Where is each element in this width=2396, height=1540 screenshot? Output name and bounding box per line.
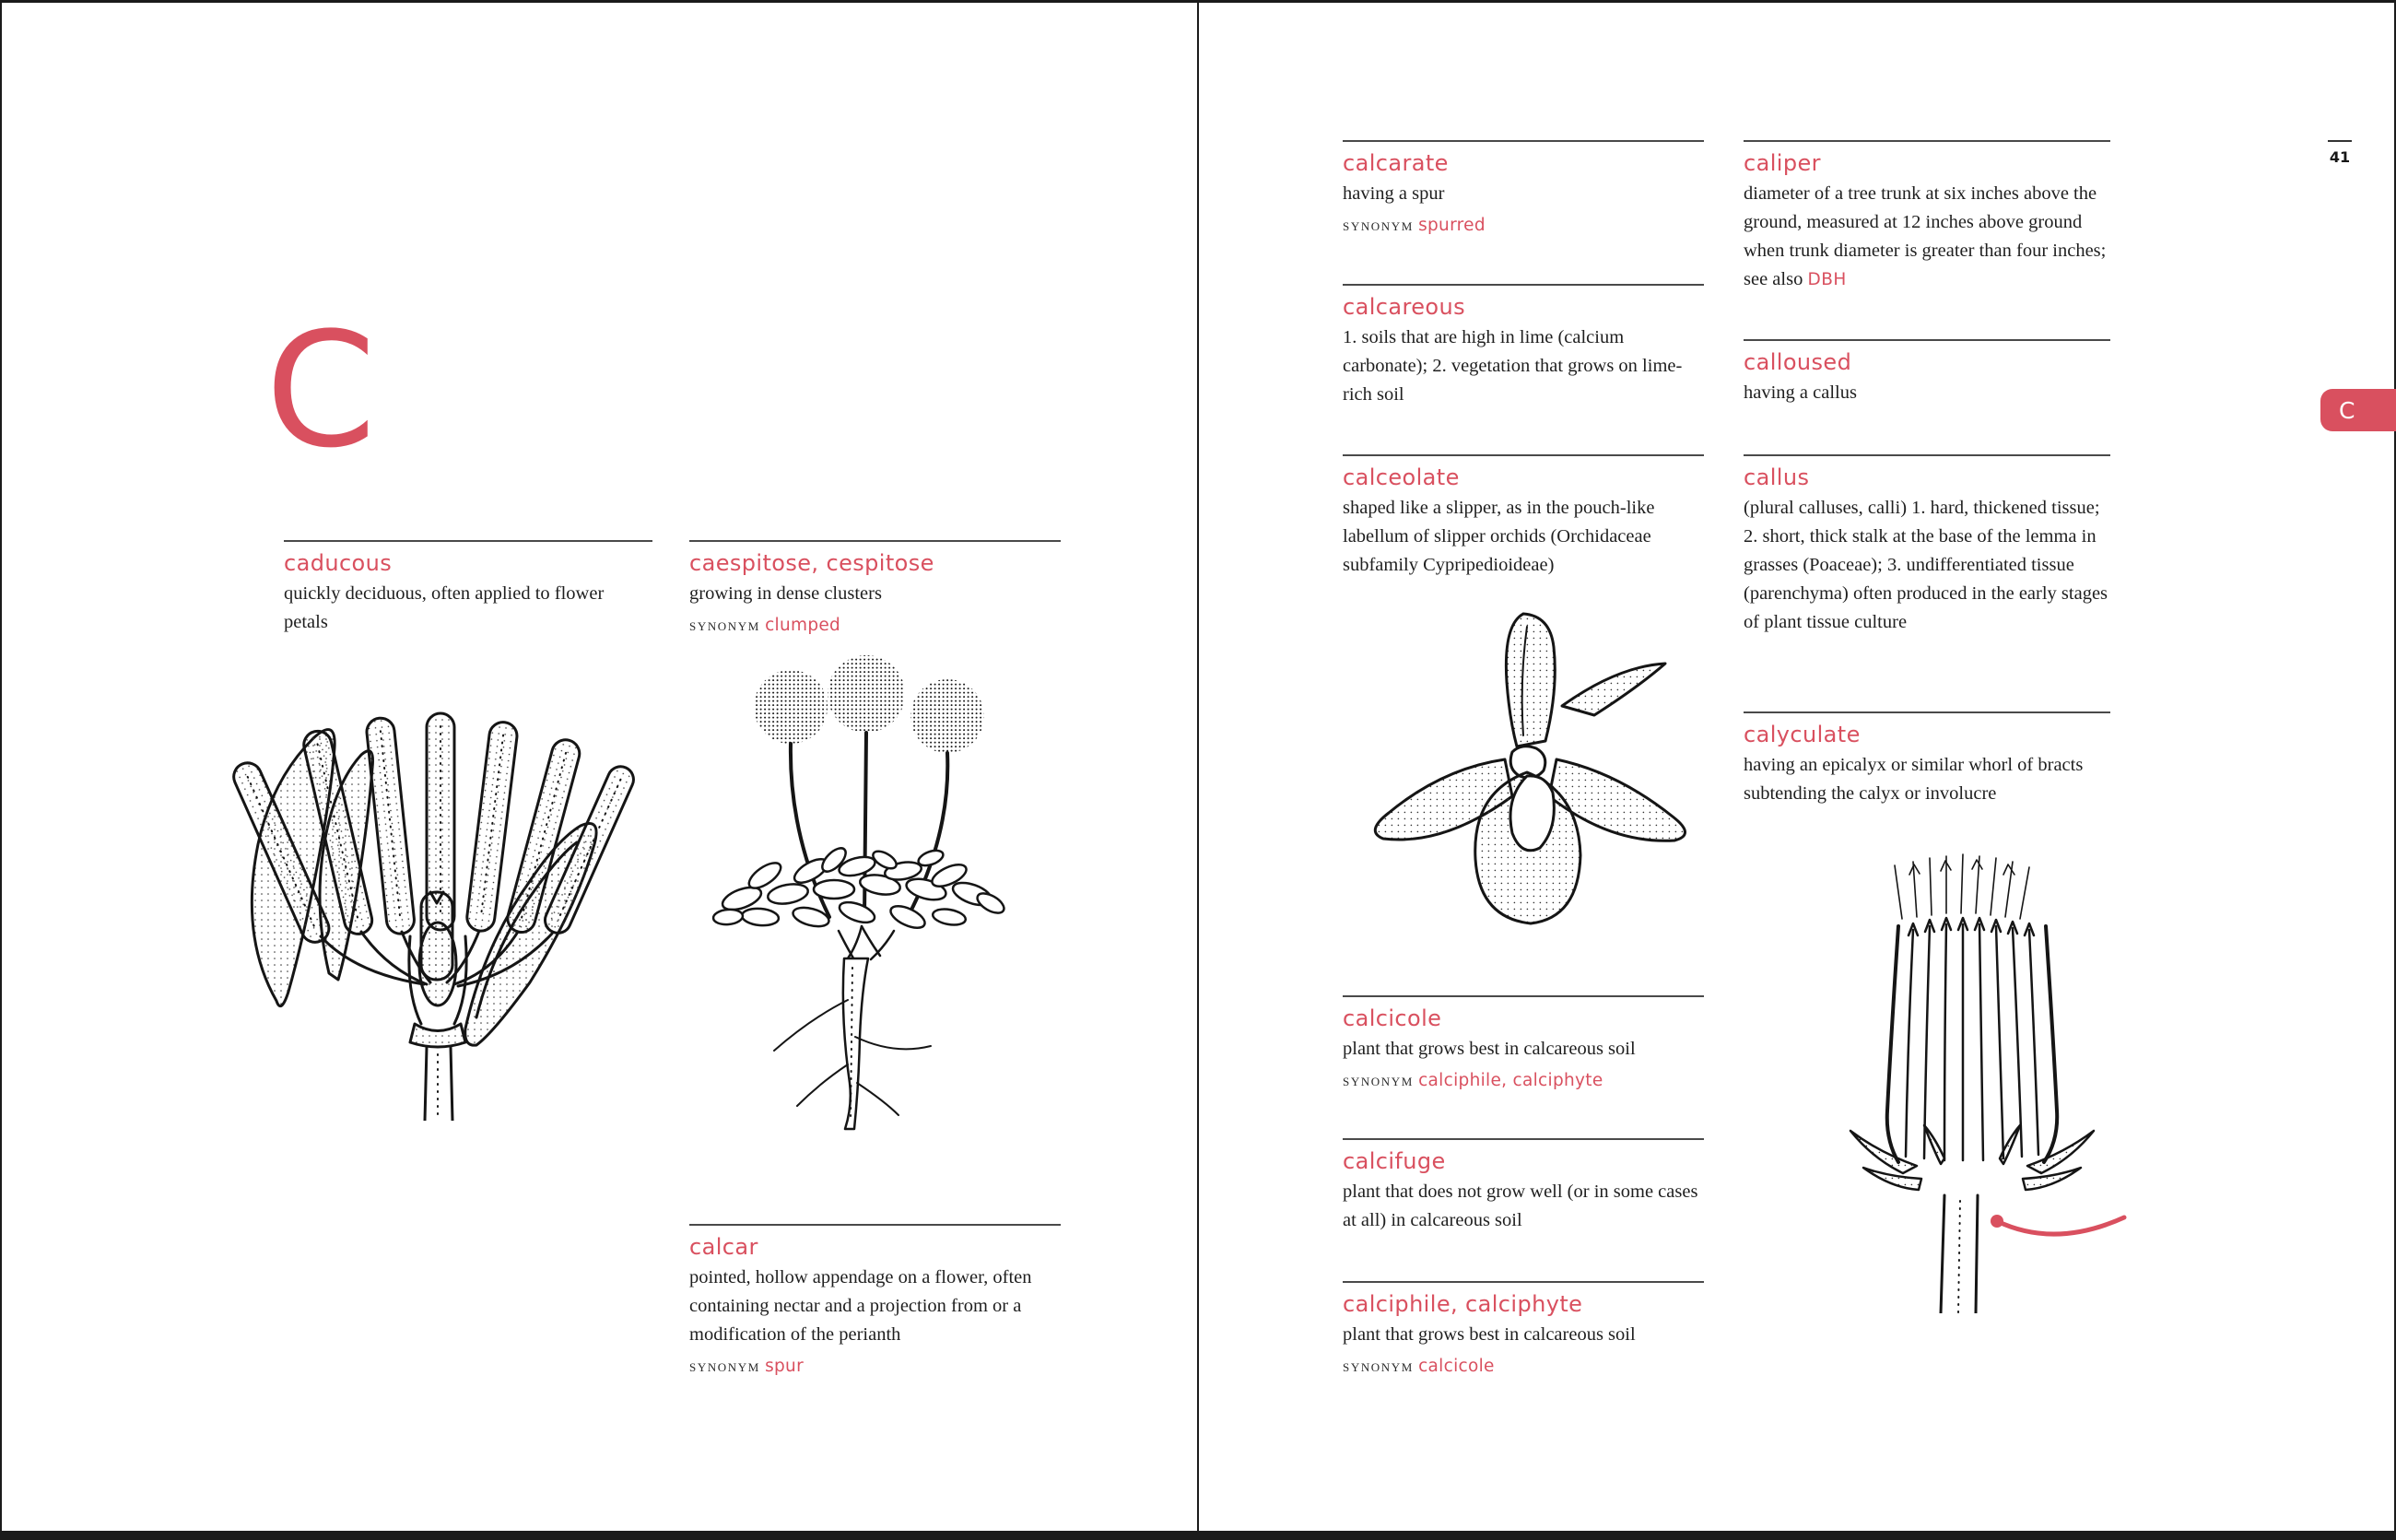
entry-rule — [1744, 339, 2110, 341]
entry-rule — [1744, 140, 2110, 142]
entry-calcifuge — [1343, 1138, 1704, 1235]
entry-term: calcifuge — [1343, 1148, 1446, 1174]
caespitose-illustration — [710, 650, 1014, 1138]
see-also-link: DBH — [1807, 270, 1847, 289]
entry-definition: having a callus — [1744, 382, 1857, 403]
entry-rule — [689, 540, 1061, 542]
entry-rule — [1343, 1138, 1704, 1140]
red-pointer — [1991, 1215, 2124, 1234]
entry-calciphile — [1343, 1281, 1704, 1381]
synonym-line — [1343, 1352, 1704, 1381]
entry-rule — [1343, 140, 1704, 142]
entry-calcarate — [1343, 140, 1704, 240]
synonym-value: spurred — [1418, 216, 1486, 235]
entry-term: calcar — [689, 1234, 758, 1260]
entry-rule — [1343, 1281, 1704, 1283]
entry-calcicole — [1343, 995, 1704, 1095]
entry-definition: 1. soils that are high in lime (calcium carbonate); 2. vegetation that grows on lime-rich soil — [1343, 327, 1683, 405]
entry-term: calyculate — [1744, 722, 1861, 747]
caducous-illustration — [189, 660, 650, 1121]
section-drop-cap: C — [265, 298, 377, 483]
synonym-line — [1343, 1066, 1704, 1095]
calyculate-illustration — [1806, 834, 2138, 1313]
entry-term: calceolate — [1343, 464, 1460, 490]
entry-calcareous — [1343, 284, 1704, 409]
entry-term: calciphile, calciphyte — [1343, 1291, 1583, 1317]
section-tab — [2320, 389, 2396, 431]
synonym-label: synonym — [1343, 1357, 1414, 1376]
synonym-label: synonym — [1343, 1071, 1414, 1090]
entry-definition: plant that does not grow well (or in some cases at all) in calcareous soil — [1343, 1181, 1698, 1230]
entry-definition: (plural calluses, calli) 1. hard, thickened tissue; 2. short, thick stalk at the base of the lemma in grasses (Poaceae); 3. undifferentiated tissue (parenchyma) often produced in the early stages of plant tissue culture — [1744, 498, 2108, 632]
synonym-value: spur — [765, 1357, 804, 1376]
entry-definition: plant that grows best in calcareous soil — [1343, 1039, 1636, 1059]
entry-rule — [1744, 711, 2110, 713]
entry-definition: quickly deciduous, often applied to flower petals — [284, 583, 605, 632]
synonym-label: synonym — [689, 616, 760, 635]
entry-rule — [689, 1224, 1061, 1226]
entry-rule — [284, 540, 652, 542]
page-number: 41 — [2329, 148, 2351, 166]
entry-calceolate — [1343, 454, 1704, 580]
entry-term: caducous — [284, 550, 393, 576]
section-tab-letter: C — [2339, 396, 2355, 424]
synonym-value: calciphile, calciphyte — [1418, 1071, 1603, 1090]
entry-calyculate — [1744, 711, 2110, 808]
synonym-line — [689, 611, 1061, 640]
entry-definition: shaped like a slipper, as in the pouch-like labellum of slipper orchids (Orchidaceae subfamily Cypripedioideae) — [1343, 498, 1655, 575]
synonym-label: synonym — [1343, 216, 1414, 235]
entry-definition: pointed, hollow appendage on a flower, often containing nectar and a projection from or a modification of the perianth — [689, 1267, 1032, 1345]
entry-definition — [1744, 180, 2110, 294]
entry-rule — [1343, 995, 1704, 997]
page-gutter-divider — [1197, 0, 1199, 1540]
entry-term: calcarate — [1343, 150, 1449, 176]
entry-rule — [1343, 284, 1704, 286]
entry-term: calcareous — [1343, 294, 1465, 320]
entry-term: callus — [1744, 464, 1810, 490]
synonym-label: synonym — [689, 1357, 760, 1376]
entry-caducous — [284, 540, 652, 637]
page-number-rule — [2328, 140, 2352, 142]
entry-definition: plant that grows best in calcareous soil — [1343, 1324, 1636, 1345]
entry-rule — [1744, 454, 2110, 456]
entry-term: caespitose, cespitose — [689, 550, 934, 576]
synonym-value: clumped — [765, 616, 841, 635]
entry-calloused — [1744, 339, 2110, 407]
entry-calcar — [689, 1224, 1061, 1381]
entry-rule — [1343, 454, 1704, 456]
synonym-line — [1343, 211, 1704, 240]
entry-caliper — [1744, 140, 2110, 294]
definition-text: diameter of a tree trunk at six inches above the ground, measured at 12 inches above ground when trunk diameter is greater than four inches; see also — [1744, 183, 2107, 289]
entry-definition: having an epicalyx or similar whorl of bracts subtending the calyx or involucre — [1744, 755, 2084, 804]
synonym-line — [689, 1352, 1061, 1381]
entry-term: caliper — [1744, 150, 1821, 176]
entry-definition: growing in dense clusters — [689, 583, 882, 604]
calceolate-orchid-illustration — [1332, 597, 1719, 943]
synonym-value: calcicole — [1418, 1357, 1495, 1376]
entry-caespitose — [689, 540, 1061, 640]
entry-term: calcicole — [1343, 1005, 1442, 1031]
entry-term: calloused — [1744, 349, 1852, 375]
scan-border-left — [0, 0, 2, 1540]
entry-callus — [1744, 454, 2110, 637]
entry-definition: having a spur — [1343, 183, 1445, 204]
